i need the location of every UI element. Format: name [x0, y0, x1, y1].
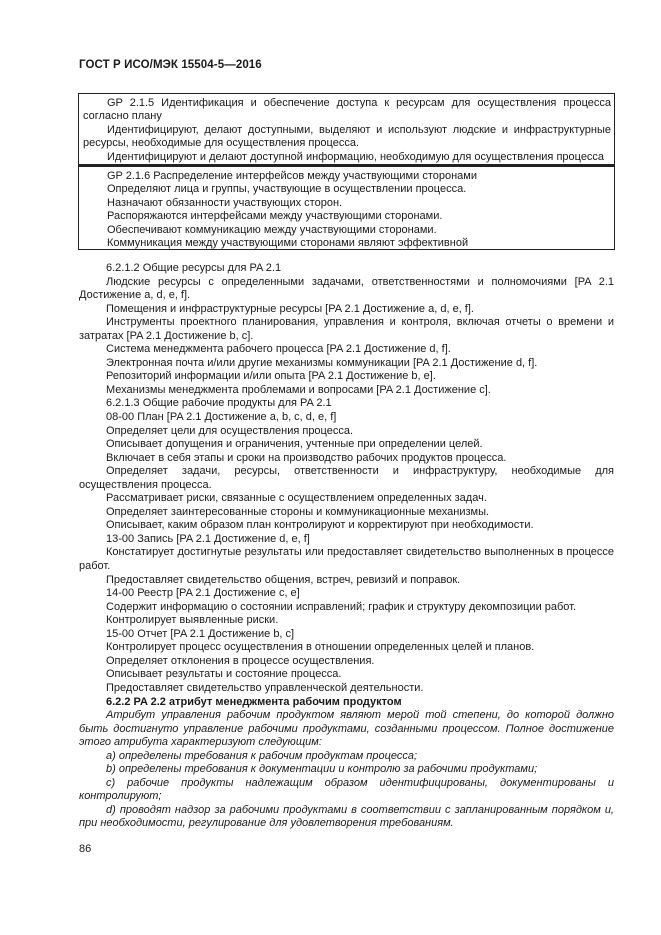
paragraph: Констатирует достигнутые результаты или предоставляет свидетельство выполненных в процессе работ. [79, 546, 614, 573]
section-heading: 6.2.1.2 Общие ресурсы для PA 2.1 [106, 262, 282, 274]
paragraph: 13-00 Запись [PA 2.1 Достижение d, e, f] [106, 532, 310, 545]
paragraph: Описывает результаты и состояние процесса. [106, 668, 342, 681]
paragraph: Людские ресурсы с определенными задачами, ответственностями и полномочиями [PA 2.1 Достижение a, d, e, f]. [79, 275, 614, 302]
paragraph: Определяет цели для осуществления процесса. [106, 424, 354, 437]
paragraph: Система менеджмента рабочего процесса [PA 2.1 Достижение d, f]. [106, 343, 451, 356]
italic-paragraph: Атрибут управления рабочим продуктом являют мерой той степени, до которой должно быть достигнуто управление рабочими продуктами, созданными процессом. Полное достижение этого атрибута характеризуют следующим: [79, 709, 614, 749]
paragraph: Предоставляет свидетельство общения, встреч, ревизий и поправок. [106, 573, 461, 586]
paragraph: Инструменты проектного планирования, управления и контроля, включая отчеты о времени и затратах [PA 2.1 Достижение b, c]. [79, 316, 614, 342]
section-heading: 6.2.1.3 Общие рабочие продукты для PA 2.1 [106, 397, 332, 410]
paragraph: Репозиторий информации и/или опыта [PA 2.1 Достижение b, e]. [106, 370, 436, 383]
paragraph: 08-00 План [PA 2.1 Достижение a, b, c, d, e, f] [106, 411, 337, 424]
paragraph: Определяет отклонения в процессе осуществления. [106, 654, 375, 667]
paragraph: Описывает допущения и ограничения, учтенные при определении целей. [106, 438, 483, 451]
paragraph: Предоставляет свидетельство управленческой деятельности. [106, 681, 424, 694]
italic-list-item: b) определены требования к документации и контролю за рабочими продуктами; [106, 763, 538, 776]
gp-2-1-6-line: Назначают обязанности участвующих сторон. [107, 196, 343, 209]
gp-2-1-6-title: GP 2.1.6 Распределение интерфейсов между участвующими сторонами [107, 170, 477, 182]
gp-2-1-6-line: Обеспечивают коммуникацию между участвующими сторонами. [107, 223, 437, 236]
paragraph: Электронная почта и/или другие механизмы коммуникации [PA 2.1 Достижение d, f]. [106, 356, 538, 369]
gp-2-1-6-line: Коммуникация между участвующими сторонами являют эффективной [107, 237, 469, 250]
paragraph: Содержит информацию о состоянии исправлений; график и структуру декомпозиции работ. [106, 600, 577, 613]
paragraph: Описывает, каким образом план контролируют и корректируют при необходимости. [106, 519, 534, 532]
paragraph: Рассматривает риски, связанные с осуществлением определенных задач. [106, 492, 487, 505]
gp-2-1-5-line: Идентифицируют и делают доступной информацию, необходимую для осуществления процесса [107, 150, 605, 163]
document-header: ГОСТ Р ИСО/МЭК 15504-5—2016 [79, 59, 262, 71]
gp-2-1-6-line: Распоряжаются интерфейсами между участвующими сторонами. [107, 210, 443, 223]
paragraph: 15-00 Отчет [PA 2.1 Достижение b, c] [106, 627, 295, 640]
gp-2-1-6-box [78, 165, 615, 250]
italic-list-item: d) проводят надзор за рабочими продуктами в соответствии с запланированным порядком и, при необходимости, регулирование для удовлетворения требованиям. [79, 803, 614, 830]
paragraph: Механизмы менеджмента проблемами и вопросами [PA 2.1 Достижение c]. [106, 383, 491, 396]
section-heading-bold: 6.2.2 PA 2.2 атрибут менеджмента рабочим продуктом [106, 695, 402, 708]
document-body [79, 262, 614, 831]
paragraph: Определяет задачи, ресурсы, ответственности и инфраструктуру, необходимые для осуществления процесса. [79, 465, 614, 491]
gp-2-1-5-title: GP 2.1.5 Идентификация и обеспечение доступа к ресурсам для осуществления процесса согласно плану [83, 97, 611, 123]
gp-2-1-6-line: Определяют лица и группы, участвующие в осуществлении процесса. [107, 183, 467, 196]
paragraph: Помещения и инфраструктурные ресурсы [PA 2.1 Достижение a, d, e, f]. [106, 302, 474, 315]
page-number: 86 [79, 843, 92, 855]
paragraph: Контролирует выявленные риски. [106, 614, 279, 627]
paragraph: Включает в себя этапы и сроки на производство рабочих продуктов процесса. [106, 451, 507, 464]
italic-list-item: a) определены требования к рабочим продуктам процесса; [106, 749, 418, 762]
paragraph: Определяет заинтересованные стороны и коммуникационные механизмы. [106, 505, 490, 518]
paragraph: 14-00 Реестр [PA 2.1 Достижение c, e] [106, 587, 300, 600]
gp-2-1-5-line: Идентифицируют, делают доступными, выделяют и используют людские и инфраструктурные ресурсы, необходимые для осуществления процесса. [83, 123, 611, 150]
gp-2-1-5-box [78, 93, 615, 165]
paragraph: Контролирует процесс осуществления в отношении определенных целей и планов. [106, 641, 535, 654]
italic-list-item: c) рабочие продукты надлежащим образом идентифицированы, документированы и контролируют; [79, 776, 614, 803]
